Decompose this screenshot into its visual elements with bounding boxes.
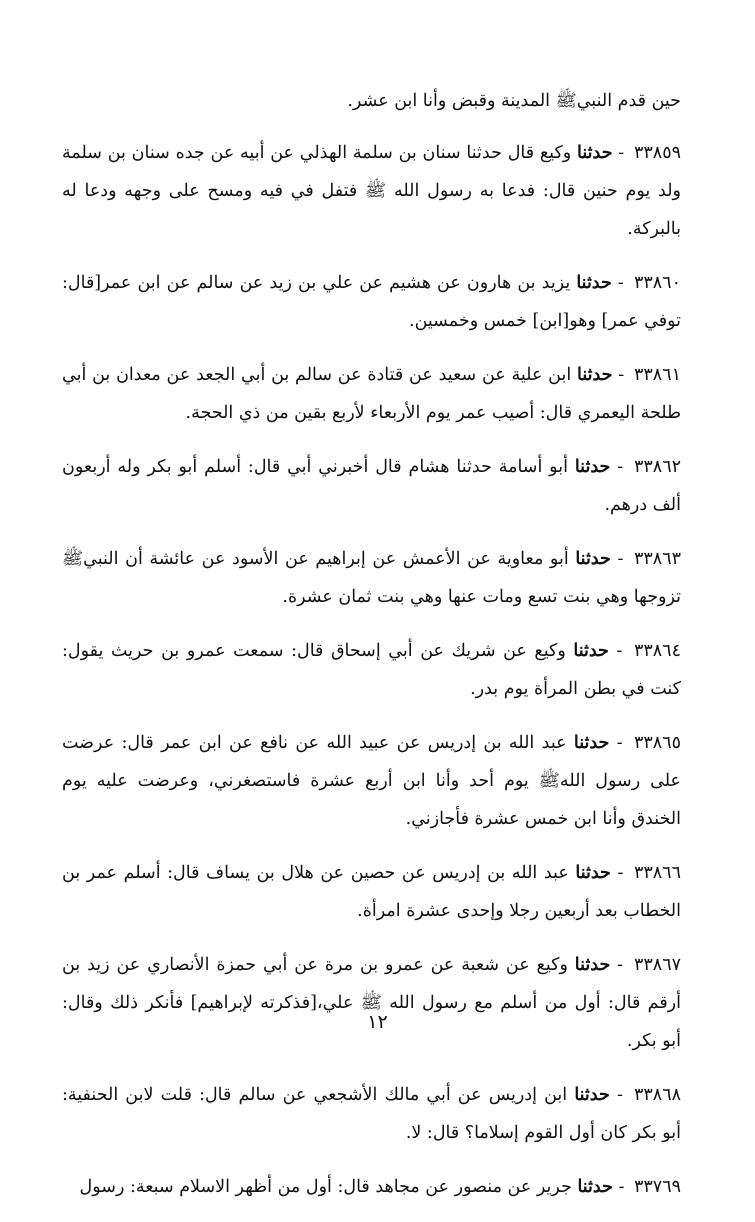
hadith-entry: ٣٣٨٥٩ - حدثنا وكيع قال حدثنا سنان بن سلمة الهذلي عن أبيه عن جده سنان بن سلمة ولد يوم حنين قال: فدعا به رسول الله ﷺ فتفل في فيه ومسح على وجهه ودعا له بالبركة. — [62, 143, 681, 239]
hadith-text: وكيع عن شعبة عن عمرو بن مرة عن أبي حمزة الأنصاري عن زيد بن أرقم قال: أول من أسلم مع رسول الله ﷺ علي،[فذكرته لإبراهيم] فأنكر ذلك وقال: أبو بكر. — [62, 955, 681, 1051]
hadith-entry: ٣٣٨٦٢ - حدثنا أبو أسامة حدثنا هشام قال أخبرني أبي قال: أسلم أبو بكر وله أربعون ألف درهم. — [62, 457, 681, 515]
hadith-text: عبد الله بن إدريس عن عبيد الله عن نافع عن ابن عمر قال: عرضت على رسول اللهﷺ يوم أحد وأنا ابن أربع عشرة فاستصغرني، وعرضت عليه يوم الخندق وأنا ابن خمس عشرة فأجازني. — [62, 733, 681, 829]
hadith-entry: ٣٣٨٦٨ - حدثنا ابن إدريس عن أبي مالك الأشجعي عن سالم قال: قلت لابن الحنفية: أبو بكر كان أول القوم إسلاما؟ قال: لا. — [62, 1085, 681, 1143]
hadith-lead: حدثنا — [575, 549, 611, 569]
hadith-number: ٣٣٨٦١ — [633, 365, 681, 385]
opening-line — [62, 82, 681, 120]
hadith-entry: ٣٣٨٦٠ - حدثنا يزيد بن هارون عن هشيم عن علي بن زيد عن سالم عن ابن عمر[قال: توفي عمر] وهو[ابن] خمس وخمسين. — [62, 273, 681, 331]
hadith-number: ٣٣٨٦٧ — [634, 955, 681, 975]
hadith-text: ابن علية عن سعيد عن قتادة عن سالم بن أبي الجعد عن معدان بن أبي طلحة اليعمري قال: أصيب عمر يوم الأربعاء لأربع بقين من ذي الحجة. — [62, 365, 681, 423]
page-number: ١٢ — [367, 1011, 388, 1033]
hadith-entry: ٣٣٨٦٥ - حدثنا عبد الله بن إدريس عن عبيد الله عن نافع عن ابن عمر قال: عرضت على رسول اللهﷺ يوم أحد وأنا ابن أربع عشرة فاستصغرني، وعرضت عليه يوم الخندق وأنا ابن خمس عشرة فأجازني. — [62, 733, 681, 829]
hadith-entry: ٣٣٨٦١ - حدثنا ابن علية عن سعيد عن قتادة عن سالم بن أبي الجعد عن معدان بن أبي طلحة اليعمري قال: أصيب عمر يوم الأربعاء لأربع بقين من ذي الحجة. — [62, 365, 681, 423]
hadith-entry: ٣٣٨٦٦ - حدثنا عبد الله بن إدريس عن حصين عن هلال بن يساف قال: أسلم عمر بن الخطاب بعد أربعين رجلا وإحدى عشرة امرأة. — [62, 863, 681, 921]
hadith-number: ٣٣٨٦٤ — [633, 641, 681, 661]
hadith-lead: حدثنا — [577, 365, 613, 385]
hadith-lead: حدثنا — [574, 955, 611, 975]
hadith-lead: حدثنا — [575, 863, 611, 883]
hadith-text: وكيع قال حدثنا سنان بن سلمة الهذلي عن أبيه عن جده سنان بن سلمة ولد يوم حنين قال: فدعا به رسول الله ﷺ فتفل في فيه ومسح على وجهه ودعا له بالبركة. — [62, 143, 681, 239]
hadith-lead: حدثنا — [573, 641, 609, 661]
hadith-number: ٣٣٨٥٩ — [634, 143, 681, 163]
hadith-text: ابن إدريس عن أبي مالك الأشجعي عن سالم قال: قلت لابن الحنفية: أبو بكر كان أول القوم إسلاما؟ قال: لا. — [62, 1085, 681, 1143]
page-body — [62, 82, 681, 1222]
hadith-entry: ٣٣٨٦٣ - حدثنا أبو معاوية عن الأعمش عن إبراهيم عن الأسود عن عائشة أن النبيﷺ تزوجها وهي بنت تسع ومات عنها وهي بنت ثمان عشرة. — [62, 549, 681, 607]
hadith-lead: حدثنا — [573, 733, 610, 753]
hadith-number: ٣٣٨٦٣ — [633, 549, 681, 569]
hadith-text: جرير عن منصور عن مجاهد قال: أول من أظهر الاسلام سبعة: رسول — [79, 1177, 572, 1197]
hadith-entry: ٣٣٧٦٩ - حدثنا جرير عن منصور عن مجاهد قال: أول من أظهر الاسلام سبعة: رسول — [79, 1177, 681, 1197]
opening-line-text: حين قدم النبيﷺ المدينة وقبض وأنا ابن عشر. — [347, 91, 681, 111]
hadith-number: ٣٣٨٦٦ — [633, 863, 681, 883]
hadith-number: ٣٣٨٦٢ — [634, 457, 681, 477]
hadith-number: ٣٣٨٦٥ — [633, 733, 681, 753]
hadith-number: ٣٣٧٦٩ — [634, 1177, 681, 1197]
hadith-lead: حدثنا — [576, 273, 612, 293]
hadith-entry: ٣٣٨٦٧ - حدثنا وكيع عن شعبة عن عمرو بن مرة عن أبي حمزة الأنصاري عن زيد بن أرقم قال: أول من أسلم مع رسول الله ﷺ علي،[فذكرته لإبراهيم] فأنكر ذلك وقال: أبو بكر. — [62, 955, 681, 1051]
hadith-lead: حدثنا — [577, 143, 613, 163]
hadith-text: يزيد بن هارون عن هشيم عن علي بن زيد عن سالم عن ابن عمر[قال: توفي عمر] وهو[ابن] خمس وخمسين. — [62, 273, 681, 331]
hadith-lead: حدثنا — [574, 1085, 610, 1105]
hadith-text: عبد الله بن إدريس عن حصين عن هلال بن يساف قال: أسلم عمر بن الخطاب بعد أربعين رجلا وإحدى عشرة امرأة. — [62, 863, 681, 921]
hadith-number: ٣٣٨٦٨ — [634, 1085, 681, 1105]
hadith-entry: ٣٣٨٦٤ - حدثنا وكيع عن شريك عن أبي إسحاق قال: سمعت عمرو بن حريث يقول: كنت في بطن المرأة يوم بدر. — [62, 641, 681, 699]
hadith-lead: حدثنا — [577, 1177, 613, 1197]
hadith-number: ٣٣٨٦٠ — [633, 273, 681, 293]
hadith-lead: حدثنا — [574, 457, 611, 477]
hadith-text: وكيع عن شريك عن أبي إسحاق قال: سمعت عمرو بن حريث يقول: كنت في بطن المرأة يوم بدر. — [62, 641, 681, 699]
hadith-text: أبو أسامة حدثنا هشام قال أخبرني أبي قال: أسلم أبو بكر وله أربعون ألف درهم. — [62, 457, 681, 515]
hadith-text: أبو معاوية عن الأعمش عن إبراهيم عن الأسود عن عائشة أن النبيﷺ تزوجها وهي بنت تسع ومات عنها وهي بنت ثمان عشرة. — [62, 549, 681, 607]
